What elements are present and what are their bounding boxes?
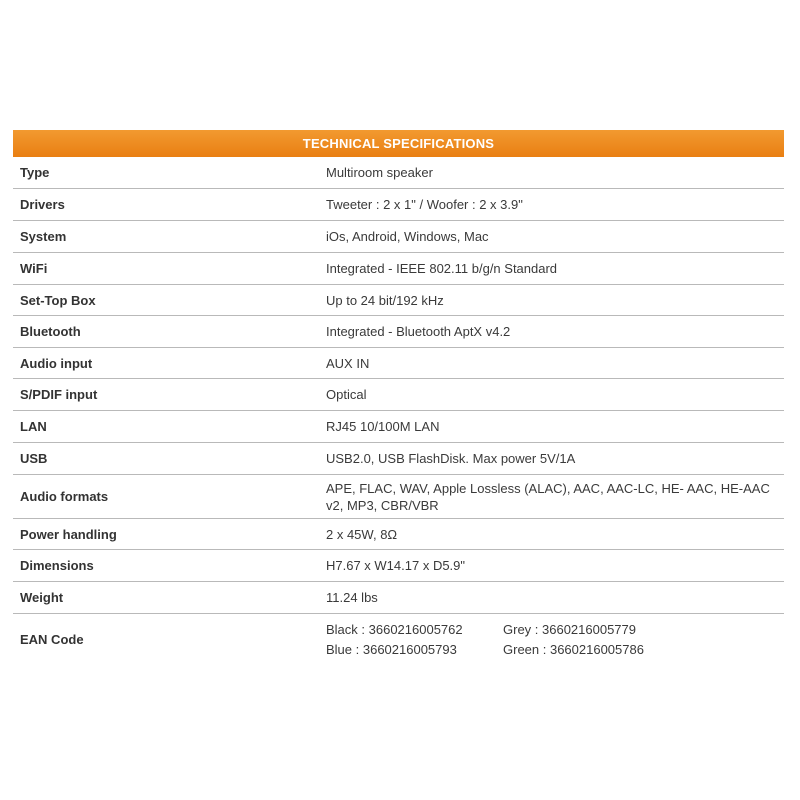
row-value: Integrated - IEEE 802.11 b/g/n Standard: [326, 261, 558, 276]
ean-blue: Blue : 3660216005793: [326, 641, 457, 657]
table-row: [13, 411, 784, 443]
table-row: [13, 189, 784, 221]
ean-codes: [326, 621, 784, 658]
table-row: [13, 348, 784, 379]
row-value: AUX IN: [326, 355, 370, 371]
row-label: Audio formats: [20, 489, 109, 504]
row-label: Audio input: [20, 355, 93, 371]
table-row: [13, 519, 784, 550]
table-row: [13, 379, 784, 411]
row-label: USB: [20, 451, 48, 466]
row-value: iOs, Android, Windows, Mac: [326, 229, 489, 244]
table-row: [13, 582, 784, 614]
row-label: Bluetooth: [20, 324, 81, 339]
row-label: WiFi: [20, 261, 48, 276]
table-row: [13, 443, 784, 475]
table-row: [13, 316, 784, 348]
row-label: EAN Code: [20, 631, 84, 647]
row-label: System: [20, 229, 67, 244]
row-value: Multiroom speaker: [326, 165, 433, 180]
ean-row: [13, 614, 784, 664]
row-label: Dimensions: [20, 558, 94, 573]
row-label: Weight: [20, 590, 64, 605]
row-label: LAN: [20, 419, 47, 434]
table-row: [13, 253, 784, 285]
ean-green: Green : 3660216005786: [503, 641, 644, 657]
table-title: TECHNICAL SPECIFICATIONS: [13, 130, 784, 157]
row-value: APE, FLAC, WAV, Apple Lossless (ALAC), AAC, AAC-LC, HE- AAC, HE-AAC v2, MP3, CBR/VBR: [326, 480, 770, 513]
row-value: USB2.0, USB FlashDisk. Max power 5V/1A: [326, 451, 576, 466]
row-value: 11.24 lbs: [326, 590, 378, 605]
row-label: S/PDIF input: [20, 387, 98, 402]
row-label: Power handling: [20, 526, 117, 542]
row-value: H7.67 x W14.17 x D5.9": [326, 558, 466, 573]
row-value: 2 x 45W, 8Ω: [326, 526, 398, 542]
table-row: [13, 550, 784, 582]
row-label: Type: [20, 165, 50, 180]
row-label: Drivers: [20, 197, 65, 212]
table-row: [13, 285, 784, 316]
table-row: [13, 221, 784, 253]
row-value: Optical: [326, 387, 367, 402]
ean-grey: Grey : 3660216005779: [503, 621, 636, 637]
row-value: Up to 24 bit/192 kHz: [326, 292, 444, 308]
spec-table: [13, 130, 784, 664]
row-label: Set-Top Box: [20, 292, 96, 308]
row-value: RJ45 10/100M LAN: [326, 419, 440, 434]
row-value: Tweeter : 2 x 1" / Woofer : 2 x 3.9": [326, 197, 523, 212]
ean-black: Black : 3660216005762: [326, 621, 463, 637]
table-row: [13, 157, 784, 189]
row-value: Integrated - Bluetooth AptX v4.2: [326, 324, 511, 339]
table-row: [13, 475, 784, 519]
